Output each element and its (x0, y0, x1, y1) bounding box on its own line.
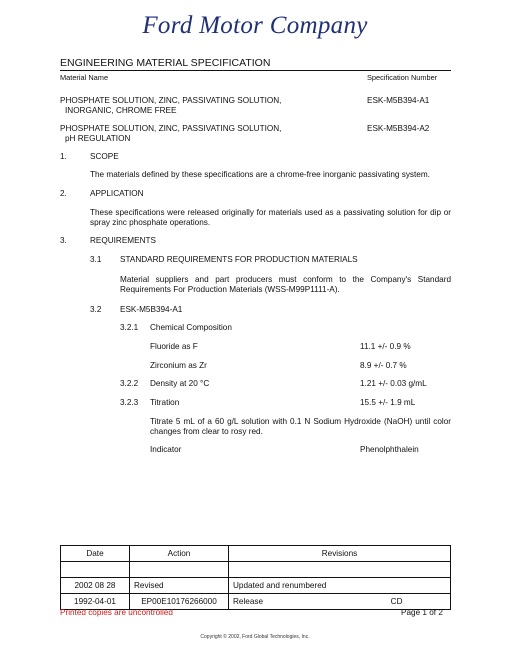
material-1-name: PHOSPHATE SOLUTION, ZINC, PASSIVATING SOLUTION, INORGANIC, CHROME FREE (60, 96, 282, 115)
section-1-text: The materials defined by these specifications are a chrome-free inorganic passivating system. (90, 170, 430, 179)
date-header: Date (61, 546, 130, 562)
fluoride-label: Fluoride as F (150, 342, 198, 351)
section-3-2-3-number: 3.2.3 (120, 398, 139, 407)
revisions-header: Revisions (229, 546, 451, 562)
zirconium-value: 8.9 +/- 0.7 % (360, 361, 407, 370)
spec-number-label: Specification Number (367, 73, 438, 82)
material-2-spec: ESK-M5B394-A2 (367, 124, 430, 133)
page-number: Page 1 of 2 (401, 608, 443, 617)
row-action (130, 562, 229, 578)
material-name-label: Material Name (60, 73, 109, 82)
printed-copies-note: Printed copies are uncontrolled (60, 608, 173, 617)
titration-text: Titrate 5 mL of a 60 g/L solution with 0.1 N Sodium Hydroxide (NaOH) until color changes from clear to rosy red. (150, 417, 451, 436)
section-3-1-text: Material suppliers and part producers must conform to the Company's Standard Requirements For Production Materials (WSS-M99P1111-A). (120, 275, 451, 294)
table-row (61, 562, 451, 578)
action-header: Action (130, 546, 229, 562)
revision-header-row (61, 546, 451, 562)
table-row (61, 578, 451, 594)
section-2-number: 2. (60, 189, 67, 198)
section-1-title: SCOPE (90, 152, 119, 161)
section-3-title: REQUIREMENTS (90, 236, 156, 245)
row-revision (229, 562, 451, 578)
row-action: EP00E10176266000 (130, 594, 229, 610)
section-3-number: 3. (60, 236, 67, 245)
section-3-2-1-number: 3.2.1 (120, 323, 139, 332)
titration-value: 15.5 +/- 1.9 mL (360, 398, 416, 407)
row-revision: Updated and renumbered (229, 578, 451, 594)
section-1-number: 1. (60, 152, 67, 161)
material-2-name: PHOSPHATE SOLUTION, ZINC, PASSIVATING SOLUTION, pH REGULATION (60, 124, 282, 143)
section-3-2-1-title: Chemical Composition (150, 323, 232, 332)
row-date (61, 562, 130, 578)
page-title: ENGINEERING MATERIAL SPECIFICATION (60, 57, 271, 69)
copyright: Copyright © 2002, Ford Global Technologies, Inc. (200, 634, 310, 640)
revision-text: Release (233, 597, 264, 606)
zirconium-label: Zirconium as Zr (150, 361, 207, 370)
section-2-text: These specifications were released originally for materials used as a passivating solution for dip or spray zinc phosphate operations. (90, 208, 451, 227)
section-3-2-2-number: 3.2.2 (120, 379, 139, 388)
revision-code: CD (390, 597, 403, 606)
ford-logo: Ford Motor Company (142, 12, 368, 39)
fluoride-value: 11.1 +/- 0.9 % (360, 342, 411, 351)
row-date: 1992-04-01 (61, 594, 130, 610)
indicator-value: Phenolphthalein (360, 445, 419, 454)
density-value: 1.21 +/- 0.03 g/mL (360, 379, 427, 388)
title-rule (60, 70, 451, 71)
row-action: Revised (130, 578, 229, 594)
indicator-label: Indicator (150, 445, 182, 454)
material-1-spec: ESK-M5B394-A1 (367, 96, 430, 105)
density-label: Density at 20 °C (150, 379, 210, 388)
titration-label: Titration (150, 398, 180, 407)
section-3-1-number: 3.1 (90, 255, 102, 264)
section-3-1-title: STANDARD REQUIREMENTS FOR PRODUCTION MATERIALS (120, 255, 358, 264)
row-date: 2002 08 28 (61, 578, 130, 594)
revision-table (60, 545, 451, 610)
section-3-2-number: 3.2 (90, 305, 102, 314)
section-2-title: APPLICATION (90, 189, 144, 198)
section-3-2-title: ESK-M5B394-A1 (120, 305, 183, 314)
